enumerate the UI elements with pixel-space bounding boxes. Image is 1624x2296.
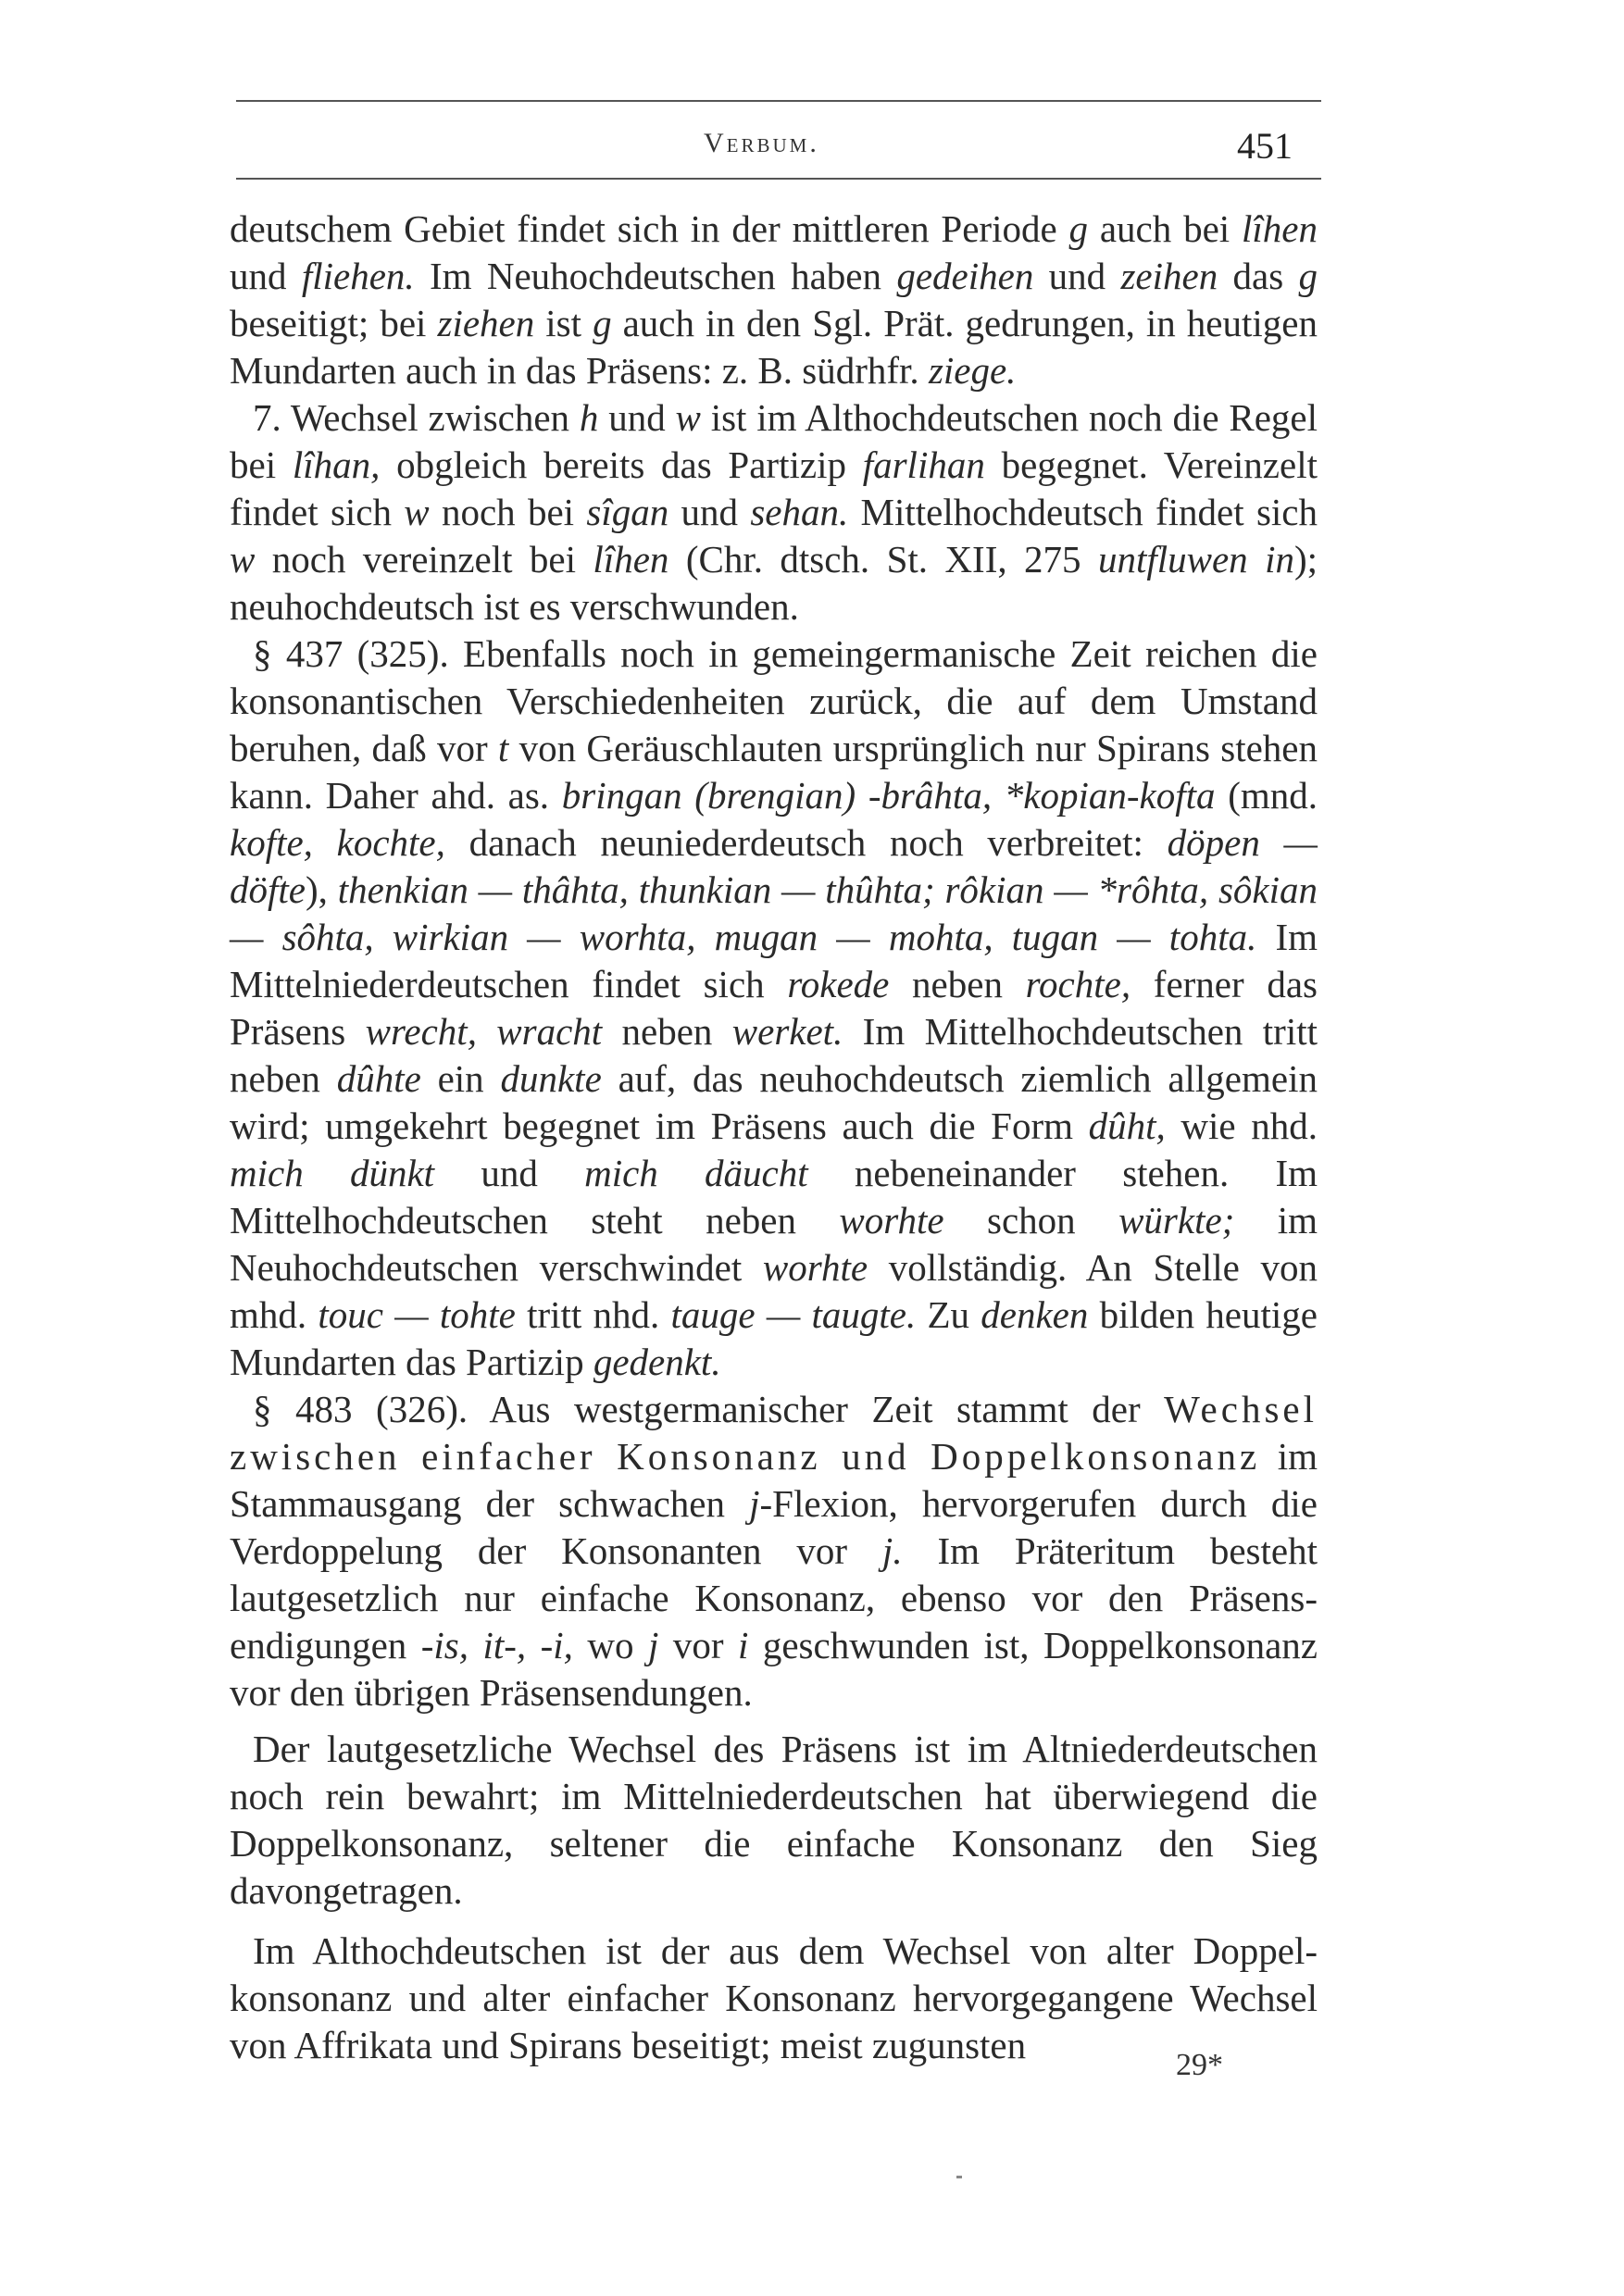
text-run: Zu [916,1293,981,1336]
italic-term: j. [881,1529,903,1572]
italic-term: g [1068,207,1088,250]
italic-term: thenkian — thâhta, thunkian — thûhta; rôkian — *rôhta, sôkian — sôhta, wirkian — worhta, mugan — mohta, tugan — tohta. [230,868,1318,958]
text-run: und [668,491,751,533]
italic-term: lîhan, [292,443,381,486]
running-head: Verbum. [704,128,819,158]
text-run: ferner das Präsens [230,963,1318,1053]
italic-term: t [497,727,509,769]
italic-term: sehan. [750,491,849,533]
italic-term: dûhte [336,1057,421,1100]
italic-term: worhte [839,1199,944,1242]
italic-term: tauge — taugte. [670,1293,917,1336]
italic-term: worhte [762,1246,868,1289]
italic-term: untfluwen in [1097,538,1294,580]
text-run: Im Neuhochdeutschen haben [414,255,897,297]
italic-term: w [404,491,430,533]
italic-term: dunkte [500,1057,602,1100]
paragraph [230,394,1318,630]
text-run: und [434,1152,585,1194]
italic-term: g [1298,255,1318,297]
text-run: Im Mittelniederdeutschen findet sich [230,916,1318,1005]
text-run: und [598,396,676,439]
italic-term: h [579,396,599,439]
text-run: auch bei [1088,207,1243,250]
italic-term: fliehen. [301,255,415,297]
text-run: auf, das neuhochdeutsch ziemlich allgemein wird; umgekehrt begegnet im Präsens auch die Form [230,1057,1318,1147]
text-run: geschwunden ist, Doppelkonsonanz vor den übrigen Präsensendungen. [230,1624,1318,1714]
italic-term: lîhen [593,538,669,580]
text-run: nebeneinander stehen. Im Mittelhochdeutschen steht neben [230,1152,1318,1242]
text-run: schon [943,1199,1119,1242]
text-run: noch vereinzelt bei [255,538,593,580]
italic-term: sîgan [586,491,669,533]
text-run: ), [305,868,338,911]
italic-term: lîhen [1242,207,1318,250]
text-run: danach neuniederdeutsch noch verbreitet: [444,821,1168,864]
text-run: wo [572,1624,648,1666]
text-run: wie nhd. [1165,1104,1318,1147]
italic-term: j [647,1624,659,1666]
paragraph [230,630,1318,1386]
text-run: bilden heutige Mundarten das Partizip [230,1293,1318,1383]
italic-term: rokede [787,963,890,1005]
text-run: (mnd. [1215,774,1318,817]
italic-term: farlihan [862,443,985,486]
italic-term: würkte; [1118,1199,1235,1242]
body-text [230,206,1318,2069]
paragraph [230,206,1318,394]
text-run: vor [658,1624,738,1666]
text-run: von Geräuschlauten ursprünglich nur Spirans stehen kann. Daher ahd. as. [230,727,1318,817]
text-run: ist im Althochdeutschen noch die Regel bei [230,396,1318,486]
italic-term: i [737,1624,749,1666]
italic-term: werket. [731,1010,843,1053]
text-run: und [1033,255,1121,297]
paragraph [230,1726,1318,1915]
text-run: beseitigt; bei [230,302,438,344]
italic-term: bringan (brengian) -brâhta, *kopian-kofta [561,774,1216,817]
italic-term: mich däucht [584,1152,808,1194]
italic-term: ziehen [437,302,535,344]
text-run: Der lautgesetzliche Wechsel des Präsens ist im Altniederdeutschen noch rein bewahrt; im Mittelniederdeutschen hat überwiegend die Doppelkonsonanz, seltener die einfache Konsonanz den Sieg davongetragen. [230,1728,1318,1912]
italic-term: rochte, [1025,963,1131,1005]
italic-term: kofte, kochte, [230,821,445,864]
stray-mark [956,2176,962,2178]
signature-mark: 29* [1176,2048,1223,2082]
text-run: neben [602,1010,732,1053]
text-run: § 483 (326). Aus westgermanischer Zeit stammt der [253,1388,1165,1430]
spaced-emphasis: Wechsel zwischen einfacher Konsonanz und Doppelkonsonanz [230,1388,1318,1478]
italic-term: wrecht, wracht [365,1010,603,1053]
text-run: obgleich bereits das Partizip [380,443,863,486]
header-rule-top [236,100,1321,102]
text-run: im Stammausgang der schwachen [230,1435,1318,1525]
text-run: ein [420,1057,501,1100]
text-run: das [1218,255,1299,297]
text-run: begegnet. Vereinzelt findet sich [230,443,1318,533]
italic-term: denken [981,1293,1089,1336]
text-run: ); neuhochdeutsch ist es verschwunden. [230,538,1318,628]
text-run: Im Althochdeutschen ist der aus dem Wechsel von alter Doppelkonsonanz und alter einfacher Konsonanz hervorgegangene Wechsel von Affrikata und Spirans beseitigt; meist zugunsten [230,1929,1318,2066]
italic-term: -is, it-, -i, [420,1624,573,1666]
italic-term: mich dünkt [230,1152,435,1194]
italic-term: gedenkt. [593,1341,721,1383]
italic-term: g [593,302,612,344]
header-rule-bottom [236,178,1321,180]
text-run: Im Mittelhochdeutschen tritt neben [230,1010,1318,1100]
italic-term: w [675,396,701,439]
text-run: noch bei [429,491,587,533]
paragraph [230,1928,1318,2069]
italic-term: touc — tohte [318,1293,516,1336]
text-run: tritt nhd. [515,1293,671,1336]
italic-term: döpen — döfte [230,821,1318,911]
paragraph [230,1386,1318,1716]
text-run: 7. Wechsel zwischen [253,396,580,439]
italic-term: dûht, [1088,1104,1166,1147]
text-run: im Neuhochdeutschen verschwindet [230,1199,1318,1289]
italic-term: w [230,538,256,580]
text-run: neben [889,963,1026,1005]
text-run: Mittelhochdeutsch findet sich [848,491,1318,533]
italic-term: j [749,1482,760,1525]
text-run: vollständig. An Stelle von mhd. [230,1246,1318,1336]
italic-term: zeihen [1120,255,1218,297]
text-run: (Chr. dtsch. St. XII, 275 [668,538,1098,580]
text-run: § 437 (325). Ebenfalls noch in gemeingermanische Zeit reichen die konsonantischen Verschiedenheiten zurück, die auf dem Umstand beruhen, daß vor [230,632,1318,769]
text-run: deutschem Gebiet findet sich in der mittleren Periode [230,207,1069,250]
text-run: und [230,255,302,297]
page-number: 451 [1237,125,1293,167]
text-run: -Flexion, hervorgerufen durch die Verdoppelung der Konsonanten vor [230,1482,1318,1572]
text-run: ist [534,302,593,344]
italic-term: gedeihen [896,255,1034,297]
italic-term: ziege. [928,349,1017,392]
text-run: Im Präteritum besteht lautgesetzlich nur einfache Konsonanz, ebenso vor den Präsensendigungen [230,1529,1318,1666]
text-run: auch in den Sgl. Prät. gedrungen, in heutigen Mundarten auch in das Präsens: z. B. südrhfr. [230,302,1318,392]
